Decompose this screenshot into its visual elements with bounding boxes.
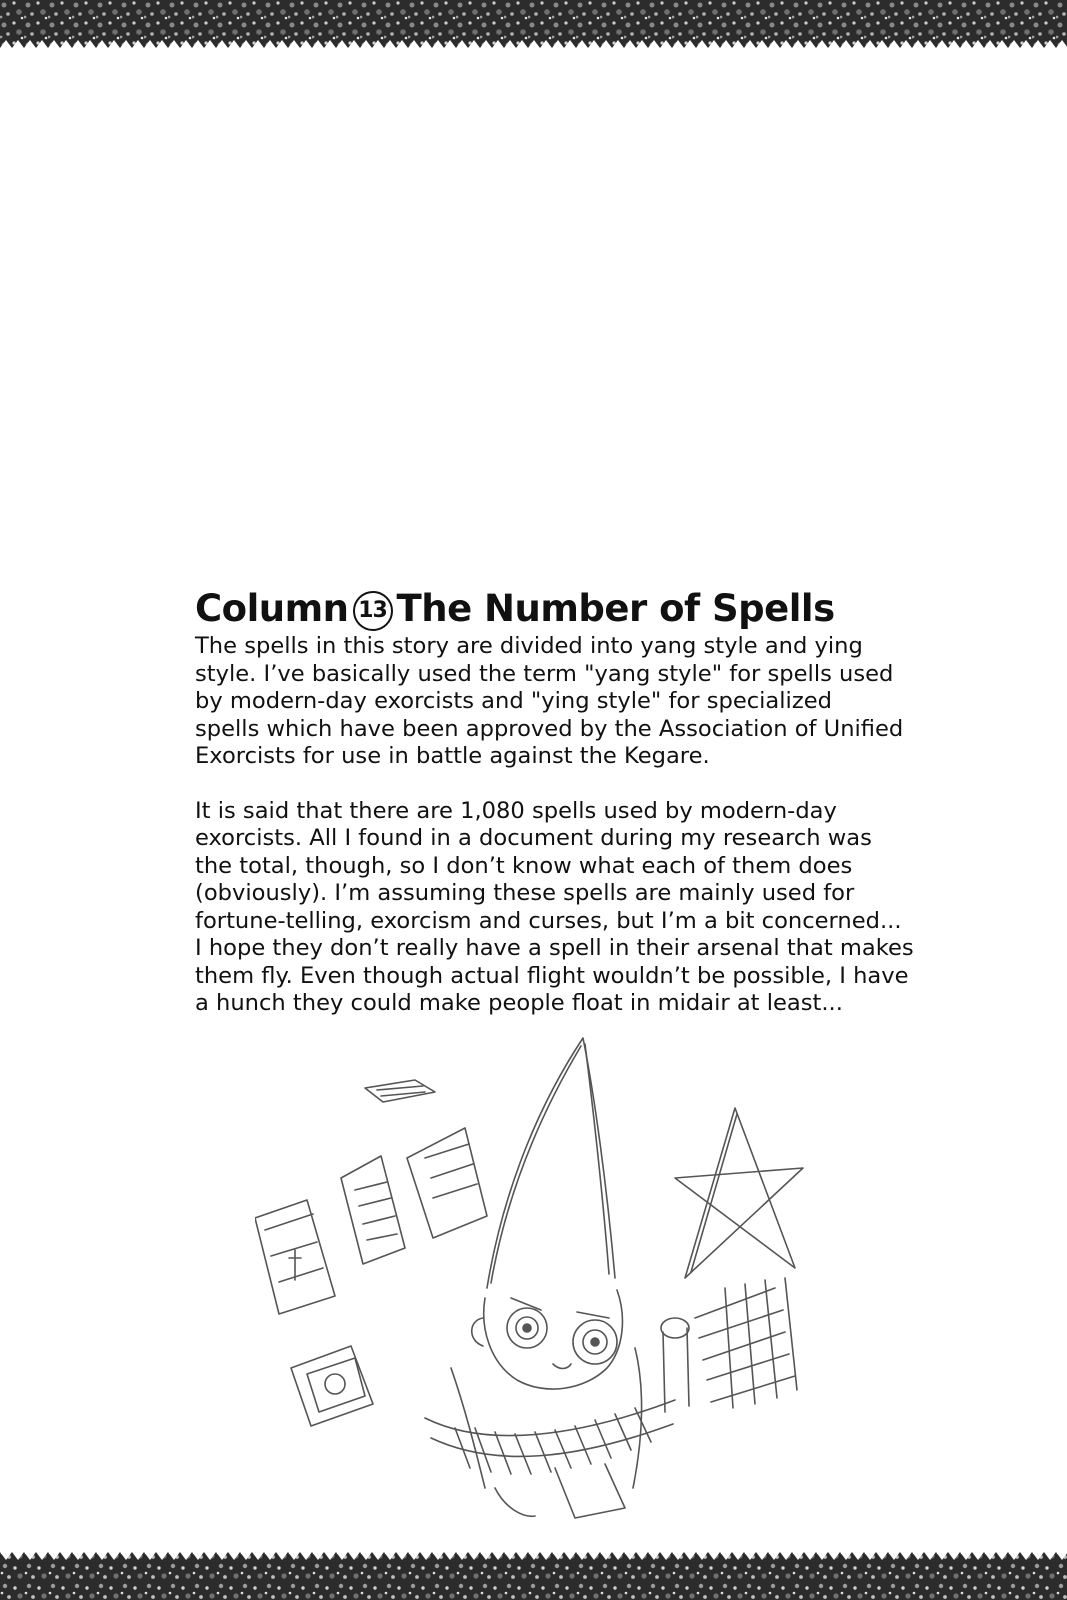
bottom-border: [0, 1542, 1067, 1600]
paragraph-line: them fly. Even though actual flight wouldn’t be possible, I have: [195, 962, 909, 989]
paragraph-line: It is said that there are 1,080 spells used by modern-day: [195, 797, 837, 824]
pentagram-sketch: [675, 1108, 803, 1278]
exorcist-sketch-illustration: [255, 1028, 815, 1528]
column-label: Column: [195, 587, 349, 630]
paragraph-line: fortune-telling, exorcism and curses, but I’m a bit concerned...: [195, 907, 902, 934]
character-face: [472, 1290, 623, 1389]
paragraph-1: [195, 633, 965, 771]
paragraph-line: spells which have been approved by the Association of Unified: [195, 715, 904, 742]
top-border-pattern: [0, 0, 1067, 58]
kuji-grid-sketch: [695, 1278, 797, 1408]
top-border: [0, 0, 1067, 58]
paragraph-line: Exorcists for use in battle against the Kegare.: [195, 743, 710, 769]
paragraph-line: style. I’ve basically used the term "yang style" for spells used: [195, 660, 894, 687]
paragraph-line: the total, though, so I don’t know what each of them does: [195, 852, 853, 879]
paragraph-line: exorcists. All I found in a document during my research was: [195, 825, 872, 851]
bottom-border-pattern: [0, 1542, 1067, 1600]
character-body: [425, 1318, 689, 1518]
column-heading: The Number of Spells: [396, 587, 835, 630]
column-number-badge: 13: [353, 591, 393, 631]
paragraph-line: The spells in this story are divided into yang style and ying: [195, 633, 863, 659]
tall-hat: [487, 1038, 615, 1288]
talisman-cards: [255, 1080, 487, 1426]
paragraph-line: I hope they don’t really have a spell in their arsenal that makes: [195, 935, 914, 961]
paragraph-2: [195, 798, 965, 1018]
column-title: [195, 585, 965, 633]
column-section: [195, 585, 965, 1018]
paragraph-line: by modern-day exorcists and "ying style" for specialized: [195, 688, 832, 714]
paragraph-line: (obviously). I’m assuming these spells are mainly used for: [195, 880, 855, 906]
paragraph-line: a hunch they could make people float in midair at least...: [195, 990, 843, 1016]
